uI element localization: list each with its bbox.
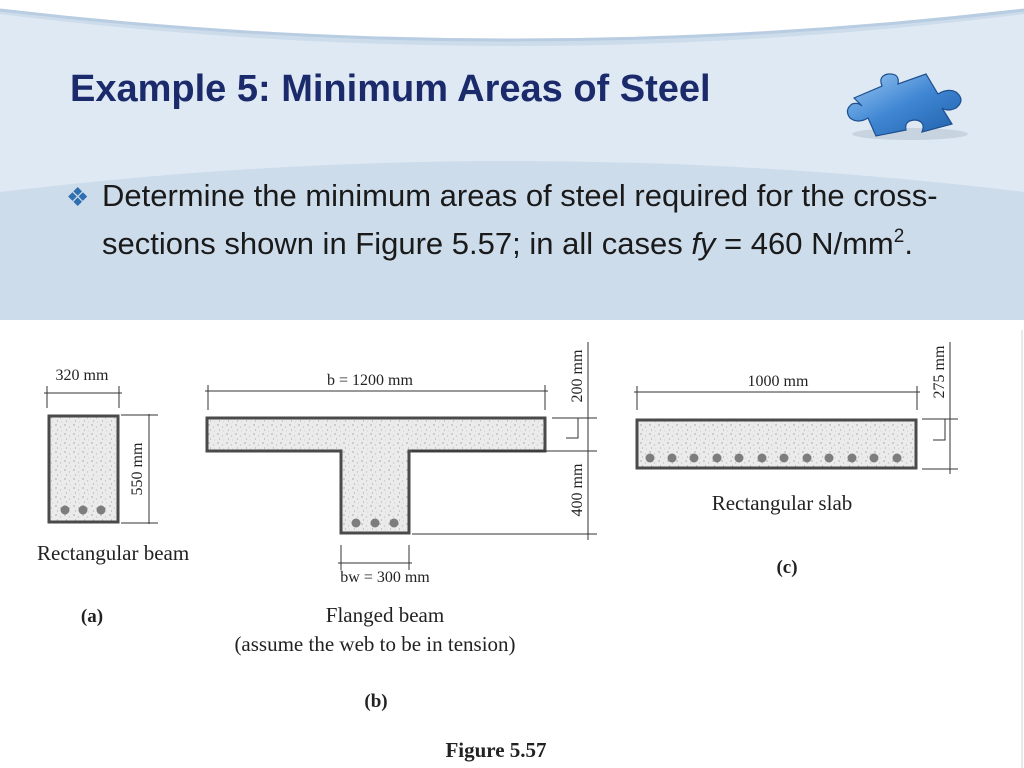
bullet-text-part: = 460 N/mm (715, 226, 894, 261)
figure-caption: Figure 5.57 (445, 738, 547, 762)
flange-depth-label: 200 mm (569, 349, 586, 403)
height-label-a: 550 mm (129, 442, 146, 496)
slide-title: Example 5: Minimum Areas of Steel (70, 68, 711, 110)
part-tag-c: (c) (776, 557, 798, 578)
section-name-c: Rectangular slab (711, 491, 853, 515)
superscript: 2 (893, 226, 905, 247)
bullet-text (102, 172, 946, 268)
part-tag-b: (b) (364, 691, 388, 712)
width-label-c: 1000 mm (747, 373, 809, 390)
yield-strength-symbol: fy (691, 226, 716, 261)
slide-background (0, 0, 1024, 320)
diamond-bullet-icon: ❖ (66, 182, 90, 212)
bullet-item (66, 172, 946, 268)
part-tag-a: (a) (80, 606, 104, 627)
bullet-text-part: . (904, 226, 913, 261)
web-width-label: bw = 300 mm (340, 569, 430, 586)
depth-label-c: 275 mm (931, 345, 948, 399)
section-note-b: (assume the web to be in tension) (234, 632, 516, 656)
bullet-text-part: Determine the minimum areas of steel required for the cross-sections shown in Figure 5.57; in all cases (102, 178, 938, 261)
section-name-b: Flanged beam (325, 603, 445, 627)
flange-width-label: b = 1200 mm (327, 372, 413, 389)
figure-5-57 (0, 320, 1024, 768)
section-name-a: Rectangular beam (37, 541, 190, 565)
width-label-a: 320 mm (55, 367, 109, 384)
web-depth-label: 400 mm (569, 463, 586, 517)
puzzle-piece-icon (842, 68, 977, 143)
